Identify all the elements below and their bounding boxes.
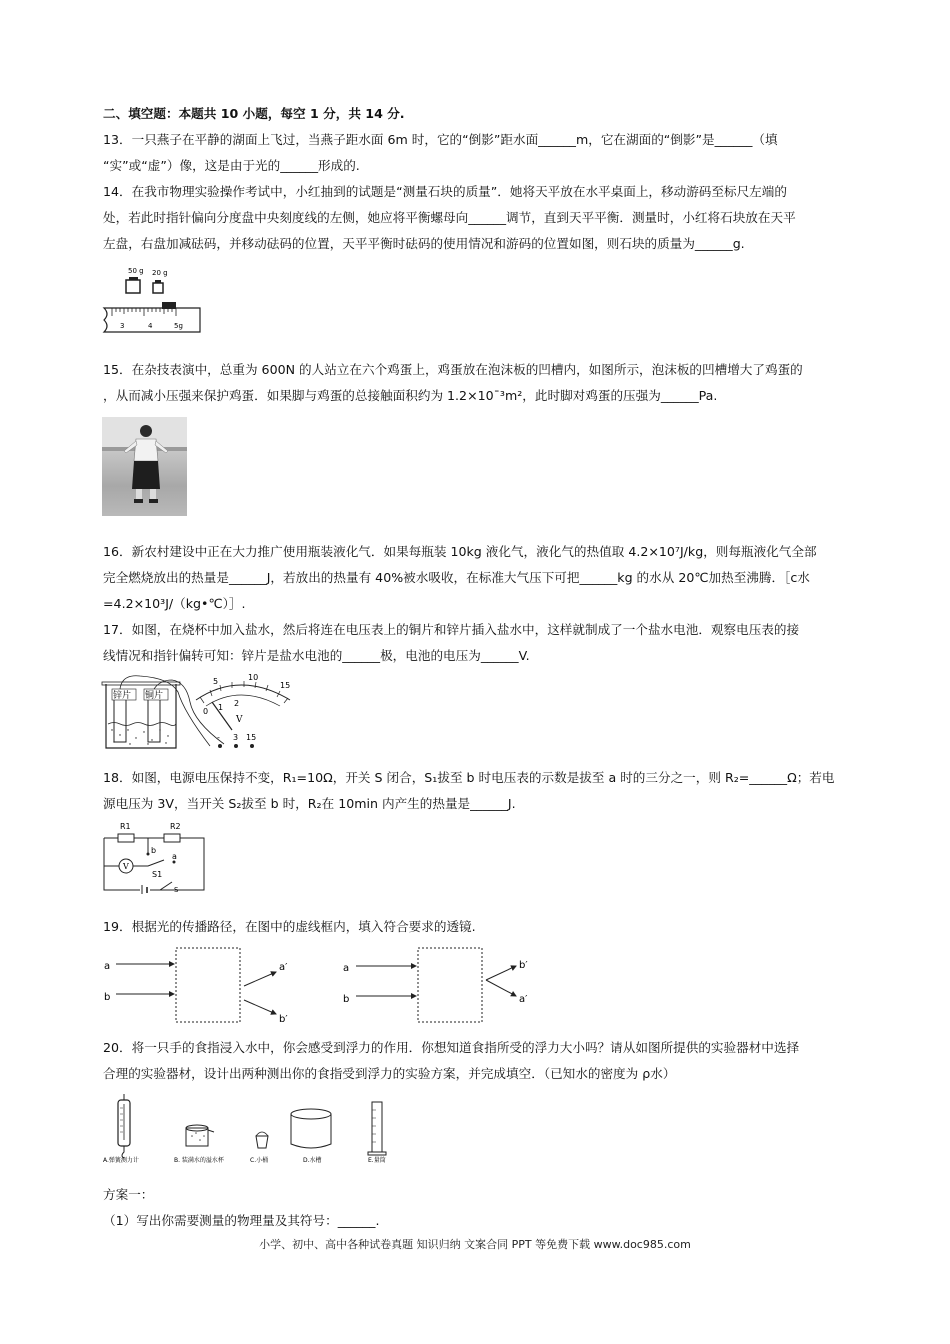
copper-label: 铜片: [145, 691, 164, 701]
resistor-r2: [164, 834, 180, 842]
performer-silhouette: [102, 417, 187, 516]
ruler-ticks: [112, 308, 176, 316]
scale-label-10: 10: [248, 673, 259, 682]
salt-battery-figure: [100, 672, 296, 754]
scale-label-5: 5: [213, 677, 219, 686]
scale-label-0: 0: [203, 707, 209, 716]
q14-line-3: 左盘，右盘加减砝码，并移动砝码的位置，天平平衡时砝码的使用情况和游码的位置如图，则石块的质量为______g.: [103, 236, 745, 251]
q13-line-1: 13．一只燕子在平静的湖面上飞过，当燕子距水面 6m 时，它的“倒影”距水面______m，它在湖面的“倒影”是______（填: [103, 132, 778, 147]
ray-b-prime-left: b′: [279, 1014, 288, 1025]
weight-20g: [153, 283, 163, 293]
lens-box-left[interactable]: [176, 948, 240, 1022]
q16-line-3: =4.2×10³J/（kg•℃）］.: [103, 596, 246, 611]
label-measuring-cylinder: E.量筒: [368, 1157, 386, 1164]
terminal-b-label: b: [151, 846, 157, 855]
small-bucket: [256, 1132, 268, 1148]
switch-s: [160, 882, 172, 890]
plan-item-1: （1）写出你需要测量的物理量及其符号：______.: [103, 1213, 380, 1228]
q17-line-1: 17．如图，在烧杯中加入盐水，然后将连在电压表上的铜片和锌片插入盐水中，这样就制成了一个盐水电池．观察电压表的接: [103, 622, 800, 637]
resistor-r1: [118, 834, 134, 842]
weight-50g-label: 50 g: [128, 267, 144, 275]
measuring-cylinder: [368, 1102, 386, 1155]
ray-a-prime-left: a′: [279, 962, 288, 973]
label-overflow-cup: B. 装满水的溢水杯: [174, 1157, 224, 1164]
water-tank: [291, 1109, 331, 1148]
ray-a-label-right: a: [343, 963, 350, 974]
scale-label-15: 15: [280, 681, 291, 690]
q20-line-1: 20．将一只手的食指浸入水中，你会感受到浮力的作用．你想知道食指所受的浮力大小吗？请从如图所提供的实验器材中选择: [103, 1040, 800, 1055]
section-title: 二、填空题：本题共 10 小题，每空 1 分，共 14 分.: [103, 106, 405, 121]
lens-box-right[interactable]: [418, 948, 482, 1022]
weight-50g: [126, 280, 140, 293]
lens-diagrams: [100, 944, 560, 1026]
balance-weights-figure: [100, 264, 206, 336]
switch-s1-wires: [104, 860, 164, 866]
q19-line-1: 19．根据光的传播路径，在图中的虚线框内，填入符合要求的透镜.: [103, 919, 476, 934]
q13-line-2: “实”或“虚”）像，这是由于光的______形成的.: [103, 158, 360, 173]
label-spring-scale: A.弹簧测力计: [103, 1157, 139, 1164]
ray-b-label-right: b: [343, 994, 350, 1005]
ruler-label-5g: 5g: [174, 322, 183, 330]
water-surface: [108, 723, 176, 726]
q15-line-2: ，从而减小压强来保护鸡蛋．如果脚与鸡蛋的总接触面积约为 1.2×10ˉ³m²，此时脚对鸡蛋的压强为______Pa.: [103, 388, 718, 403]
label-water-tank: D.水槽: [303, 1157, 322, 1164]
copper-plate: [148, 698, 160, 742]
ray-a-label-left: a: [104, 961, 111, 972]
rider: [162, 302, 176, 309]
terminal-3-label: 3: [233, 733, 239, 742]
r2-label: R2: [170, 822, 181, 831]
ruler-label-3: 3: [120, 322, 125, 330]
scale-label-1: 1: [218, 703, 224, 712]
terminal-15: [250, 744, 254, 748]
weight-20g-label: 20 g: [152, 269, 168, 277]
q16-line-1: 16．新农村建设中正在大力推广使用瓶装液化气．如果每瓶装 10kg 液化气，液化气的热值取 4.2×10⁷J/kg，则每瓶液化气全部: [103, 544, 817, 559]
switch-s1-label: S1: [152, 870, 163, 879]
terminal-a-label: a: [172, 852, 177, 861]
ray-b-label-left: b: [104, 992, 111, 1003]
ray-b-prime-right: b′: [519, 960, 528, 971]
overflow-cup: [186, 1125, 214, 1146]
scale-arc: [196, 685, 290, 700]
label-small-bucket: C.小桶: [250, 1157, 269, 1164]
q18-line-2: 源电压为 3V，当开关 S₂拔至 b 时，R₂在 10min 内产生的热量是______J.: [103, 796, 516, 811]
voltmeter-v-label: V: [123, 862, 129, 871]
plan-title: 方案一：: [103, 1187, 154, 1202]
zinc-label: 锌片: [113, 691, 132, 701]
page-footer: 小学、初中、高中各种试卷真题 知识归纳 文案合同 PPT 等免费下载 www.doc985.com: [259, 1238, 691, 1251]
ruler-label-4: 4: [148, 322, 153, 330]
terminal-minus: [218, 744, 222, 748]
voltmeter-unit: V: [236, 715, 243, 725]
terminal-3: [234, 744, 238, 748]
wire-zinc: [120, 676, 210, 746]
apparatus-figure: [100, 1092, 400, 1164]
q16-line-2: 完全燃烧放出的热量是______J，若放出的热量有 40%被水吸收，在标准大气压下可把______kg 的水从 20℃加热至沸腾．［c水: [103, 570, 810, 585]
q14-line-2: 处，若此时指针偏向分度盘中央刻度线的左侧，她应将平衡螺母向______调节，直到天平平衡．测量时，小红将石块放在天平: [103, 210, 796, 225]
terminal-minus-label: -: [217, 733, 220, 742]
circuit-figure: [100, 820, 208, 894]
spring-scale: [118, 1094, 130, 1158]
q14-line-1: 14．在我市物理实验操作考试中，小红抽到的试题是“测量石块的质量”．她将天平放在水平桌面上，移动游码至标尺左端的: [103, 184, 787, 199]
ray-a-prime-right: a′: [519, 994, 528, 1005]
scale-label-2: 2: [234, 699, 240, 708]
terminal-15-label: 15: [246, 733, 257, 742]
q15-line-1: 15．在杂技表演中，总重为 600N 的人站立在六个鸡蛋上，鸡蛋放在泡沫板的凹槽内，如图所示，泡沫板的凹槽增大了鸡蛋的: [103, 362, 803, 377]
r1-label: R1: [120, 822, 131, 831]
q18-line-1: 18．如图，电源电压保持不变，R₁=10Ω，开关 S 闭合，S₁拔至 b 时电压表的示数是拔至 a 时的三分之一，则 R₂=______Ω；若电: [103, 770, 835, 785]
q20-line-2: 合理的实验器材，设计出两种测出你的食指受到浮力的实验方案，并完成填空．（已知水的密度为 ρ水）: [103, 1066, 676, 1081]
lens-diagram-left: [104, 948, 288, 1025]
lens-diagram-right: [343, 948, 528, 1022]
egg-performer-photo: [102, 417, 187, 516]
switch-s-label: S: [174, 886, 179, 894]
q17-line-2: 线情况和指针偏转可知：锌片是盐水电池的______极，电池的电压为______V.: [103, 648, 530, 663]
